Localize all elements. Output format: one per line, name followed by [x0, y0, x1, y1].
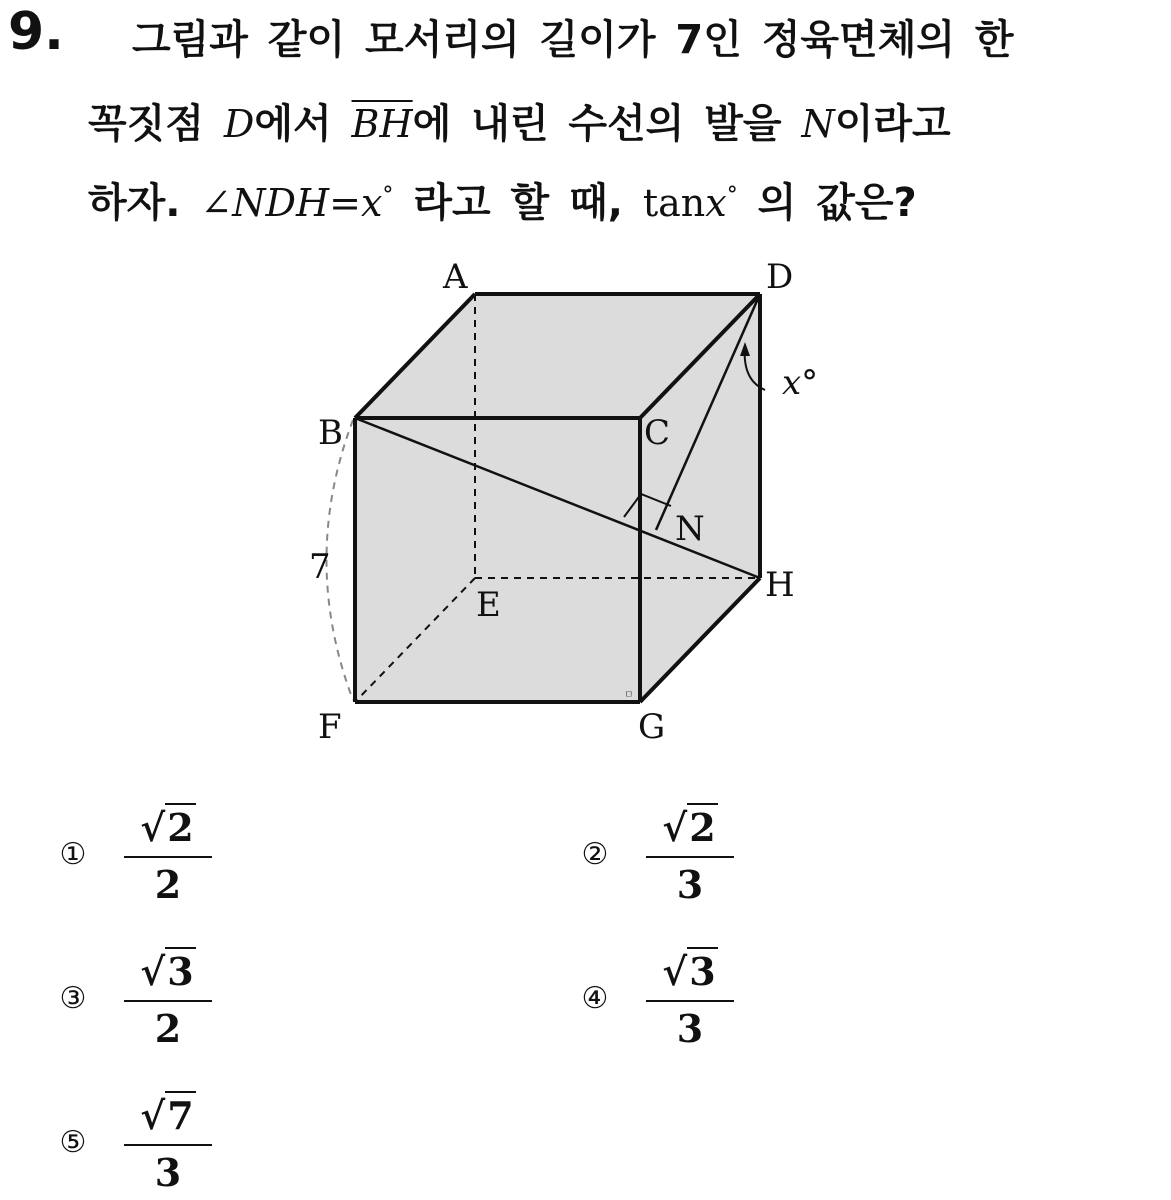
- vertex-label-a: A: [443, 257, 468, 297]
- radicand: 3: [689, 949, 716, 994]
- vertex-label-e: E: [476, 585, 501, 625]
- vertex-label-b: B: [318, 413, 343, 453]
- radicand: 7: [167, 1093, 194, 1138]
- choice-marker: ②: [581, 837, 609, 872]
- degree-symbol: °: [726, 183, 738, 208]
- radicand: 2: [167, 805, 194, 850]
- choice-marker: ④: [581, 981, 609, 1016]
- fraction-denominator: 3: [676, 1006, 704, 1051]
- point-d-symbol: D: [223, 102, 255, 146]
- equals-sign: =: [329, 181, 361, 225]
- fraction-bar: [646, 856, 734, 858]
- vertex-label-c: C: [644, 413, 671, 453]
- choice-marker: ①: [59, 837, 87, 872]
- choice-marker: ⑤: [59, 1125, 87, 1160]
- vertex-label-g: G: [638, 707, 666, 747]
- text-segment: 에서: [254, 101, 352, 147]
- text-segment: 의 값은?: [737, 180, 917, 226]
- segment-bh-symbol: $\overline{BH}$: [351, 102, 413, 146]
- fraction-numerator: √2: [140, 805, 194, 850]
- choice-4[interactable]: [578, 944, 778, 1054]
- vertex-label-h: H: [765, 565, 795, 605]
- corner-mark: ㅁ: [624, 690, 634, 701]
- cube-front-face: [355, 418, 640, 702]
- angle-ndh-symbol: ∠NDH: [200, 181, 330, 225]
- fraction: [124, 800, 212, 910]
- fraction-numerator: √3: [662, 949, 716, 994]
- fraction-denominator: 2: [154, 862, 182, 907]
- fraction-denominator: 3: [154, 1150, 182, 1195]
- angle-x-label: x°: [782, 363, 819, 403]
- choice-marker: ③: [59, 981, 87, 1016]
- fraction-bar: [124, 856, 212, 858]
- fraction: [124, 944, 212, 1054]
- choice-2[interactable]: [578, 800, 778, 910]
- text-segment: 하자.: [88, 180, 201, 226]
- fraction-bar: [124, 1000, 212, 1002]
- fraction-denominator: 2: [154, 1006, 182, 1051]
- edge-length-label: 7: [309, 547, 331, 587]
- fraction-numerator: √2: [662, 805, 716, 850]
- text-segment: 이라고: [834, 101, 951, 147]
- fraction-bar: [646, 1000, 734, 1002]
- fraction-numerator: √7: [140, 1093, 194, 1138]
- text-segment: 라고 할 때,: [393, 180, 643, 226]
- fraction-bar: [124, 1144, 212, 1146]
- vertex-label-f: F: [318, 707, 342, 747]
- fraction: [646, 800, 734, 910]
- variable-x: x: [360, 181, 383, 225]
- fraction: [124, 1088, 212, 1198]
- question-text-line-1: 그림과 같이 모서리의 길이가 7인 정육면체의 한: [132, 17, 1014, 63]
- radicand: 3: [167, 949, 194, 994]
- question-number: 9.: [8, 2, 64, 62]
- choice-5[interactable]: [56, 1088, 256, 1198]
- point-n-symbol: N: [801, 102, 835, 146]
- fraction-numerator: √3: [140, 949, 194, 994]
- fraction-denominator: 3: [676, 862, 704, 907]
- text-segment: 꼭짓점: [88, 101, 224, 147]
- choice-1[interactable]: [56, 800, 256, 910]
- radicand: 2: [689, 805, 716, 850]
- fraction: [646, 944, 734, 1054]
- text-segment: 에 내린 수선의 발을: [412, 101, 802, 147]
- choice-3[interactable]: [56, 944, 256, 1054]
- vertex-label-n: N: [675, 509, 705, 549]
- degree-symbol: °: [382, 183, 394, 208]
- tan-function: tan: [642, 181, 706, 225]
- variable-x: x: [705, 181, 727, 225]
- vertex-label-d: D: [766, 257, 794, 297]
